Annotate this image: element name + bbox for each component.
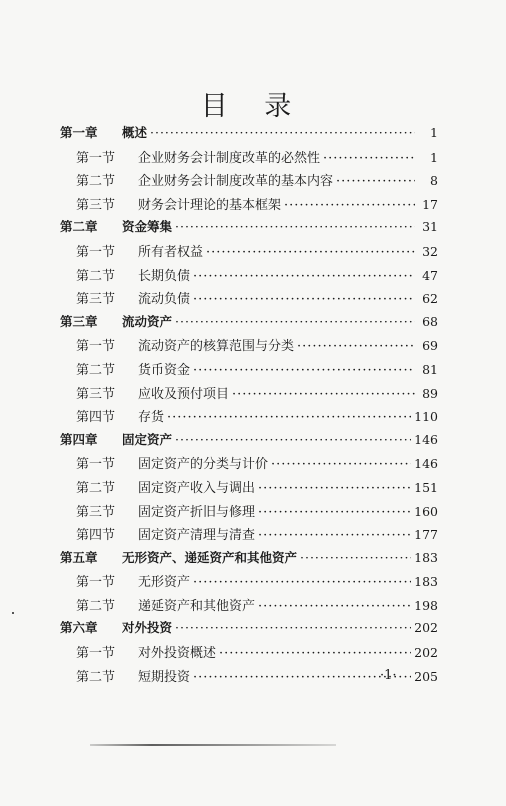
toc-entry-label: 第二节 (76, 669, 116, 685)
toc-entry-label: 第二节 (76, 268, 116, 284)
toc-entry-title: 固定资产 (122, 431, 173, 447)
toc-entry-label: 第二节 (76, 362, 116, 378)
toc-entry-title: 流动资产 (122, 313, 173, 329)
toc-entry-title: 企业财务会计制度改革的基本内容 (138, 174, 334, 190)
toc-section-row (60, 288, 438, 312)
dot-leader (167, 410, 411, 425)
toc-section-row (60, 501, 438, 525)
toc-section-row (60, 642, 438, 666)
toc-section-row (60, 335, 438, 359)
scan-artifact-line (90, 744, 336, 746)
dot-leader (271, 457, 411, 472)
dot-leader (175, 219, 415, 234)
toc-entry-page: 1 (430, 125, 438, 140)
toc-entry-page: 198 (414, 597, 438, 613)
toc-entry-title: 无形资产 (138, 575, 191, 591)
toc-entry-page: 202 (414, 645, 438, 661)
dot-leader (175, 314, 415, 329)
toc-section-row (60, 170, 438, 194)
toc-chapter-row (60, 217, 438, 241)
toc-section-row (60, 265, 438, 289)
toc-section-row (60, 524, 438, 548)
dot-leader (175, 432, 411, 447)
toc-section-row (60, 595, 438, 619)
toc-entry-label: 第一节 (76, 457, 116, 473)
dot-leader (300, 550, 411, 565)
toc-entry-page: 205 (414, 668, 438, 684)
toc-chapter-row (60, 548, 438, 572)
dot-leader (150, 125, 415, 140)
toc-entry-page: 31 (422, 219, 438, 235)
dot-leader (193, 269, 415, 284)
toc-entry-title: 企业财务会计制度改革的必然性 (138, 150, 321, 166)
toc-entry-title: 固定资产收入与调出 (138, 480, 256, 496)
page-number: ·1· (380, 668, 397, 683)
toc-entry-title: 长期负债 (138, 268, 191, 284)
toc-section-row (60, 383, 438, 407)
toc-entry-page: 8 (430, 173, 438, 189)
dot-leader (258, 528, 411, 543)
toc-section-row (60, 406, 438, 430)
table-of-contents (60, 123, 438, 689)
toc-entry-label: 第一节 (76, 646, 116, 662)
toc-entry-title: 对外投资 (122, 620, 173, 636)
toc-entry-title: 固定资产折旧与修理 (138, 504, 256, 520)
toc-entry-page: 68 (422, 313, 438, 329)
toc-entry-label: 第三节 (76, 292, 116, 308)
toc-entry-title: 存货 (138, 410, 165, 426)
toc-entry-label: 第四章 (60, 431, 98, 447)
toc-entry-label: 第二节 (76, 174, 116, 190)
toc-entry-title: 短期投资 (138, 669, 191, 685)
toc-entry-label: 第二节 (76, 480, 116, 496)
toc-entry-label: 第一节 (76, 244, 116, 260)
toc-section-row (60, 241, 438, 265)
toc-entry-label: 第一节 (76, 150, 116, 166)
toc-entry-label: 第三节 (76, 386, 116, 402)
toc-entry-label: 第一章 (60, 125, 98, 140)
toc-section-row (60, 147, 438, 171)
toc-entry-title: 递延资产和其他资产 (138, 598, 256, 614)
toc-chapter-row (60, 123, 438, 147)
dot-leader (232, 387, 415, 402)
toc-entry-page: 151 (414, 479, 438, 495)
toc-entry-page: 32 (422, 243, 438, 259)
toc-entry-page: 1 (430, 149, 438, 165)
toc-section-row (60, 359, 438, 383)
page-title: 目 录 (200, 91, 306, 122)
toc-entry-label: 第四节 (76, 528, 116, 544)
dot-leader (284, 198, 415, 213)
toc-entry-label: 第一节 (76, 339, 116, 355)
toc-section-row (60, 453, 438, 477)
toc-chapter-row (60, 430, 438, 454)
toc-entry-label: 第三节 (76, 197, 116, 213)
toc-entry-title: 流动资产的核算范围与分类 (138, 339, 295, 355)
toc-entry-title: 流动负债 (138, 292, 191, 308)
toc-entry-label: 第四节 (76, 410, 116, 426)
toc-section-row (60, 571, 438, 595)
toc-section-row (60, 477, 438, 501)
toc-entry-page: 17 (422, 196, 438, 212)
dot-leader (297, 339, 415, 354)
dot-leader (193, 363, 415, 378)
toc-entry-page: 110 (414, 409, 438, 425)
dot-leader (206, 245, 415, 260)
toc-entry-page: 160 (414, 503, 438, 519)
dot-leader (323, 151, 415, 166)
toc-entry-label: 第二节 (76, 598, 116, 614)
toc-entry-title: 货币资金 (138, 362, 191, 378)
toc-chapter-row (60, 618, 438, 642)
toc-entry-label: 第三节 (76, 504, 116, 520)
toc-entry-page: 183 (414, 574, 438, 590)
toc-entry-title: 固定资产的分类与计价 (138, 457, 269, 473)
toc-entry-page: 146 (414, 456, 438, 472)
toc-entry-page: 89 (422, 385, 438, 401)
scan-artifact-dot (12, 612, 14, 614)
toc-entry-label: 第五章 (60, 549, 98, 565)
toc-entry-title: 对外投资概述 (138, 646, 217, 662)
toc-entry-title: 资金筹集 (122, 219, 173, 235)
toc-chapter-row (60, 312, 438, 336)
dot-leader (219, 646, 411, 661)
dot-leader (193, 670, 411, 685)
dot-leader (336, 174, 415, 189)
toc-entry-label: 第六章 (60, 620, 98, 636)
toc-entry-title: 概述 (122, 125, 148, 140)
toc-entry-page: 69 (422, 338, 438, 354)
toc-entry-page: 62 (422, 291, 438, 307)
toc-entry-label: 第一节 (76, 575, 116, 591)
toc-entry-label: 第二章 (60, 219, 98, 235)
dot-leader (175, 620, 411, 635)
toc-entry-title: 所有者权益 (138, 244, 204, 260)
dot-leader (258, 505, 411, 520)
toc-entry-title: 固定资产清理与清查 (138, 528, 256, 544)
toc-entry-page: 177 (414, 527, 438, 543)
toc-section-row (60, 194, 438, 218)
dot-leader (258, 599, 411, 614)
toc-entry-label: 第三章 (60, 313, 98, 329)
toc-entry-title: 无形资产、递延资产和其他资产 (122, 549, 298, 565)
toc-entry-page: 81 (422, 361, 438, 377)
toc-entry-page: 47 (422, 267, 438, 283)
dot-leader (193, 292, 415, 307)
toc-entry-title: 应收及预付项目 (138, 386, 230, 402)
toc-entry-page: 202 (414, 620, 438, 636)
dot-leader (193, 575, 411, 590)
toc-entry-page: 146 (414, 431, 438, 447)
toc-entry-title: 财务会计理论的基本框架 (138, 197, 282, 213)
toc-entry-page: 183 (414, 549, 438, 565)
dot-leader (258, 481, 411, 496)
